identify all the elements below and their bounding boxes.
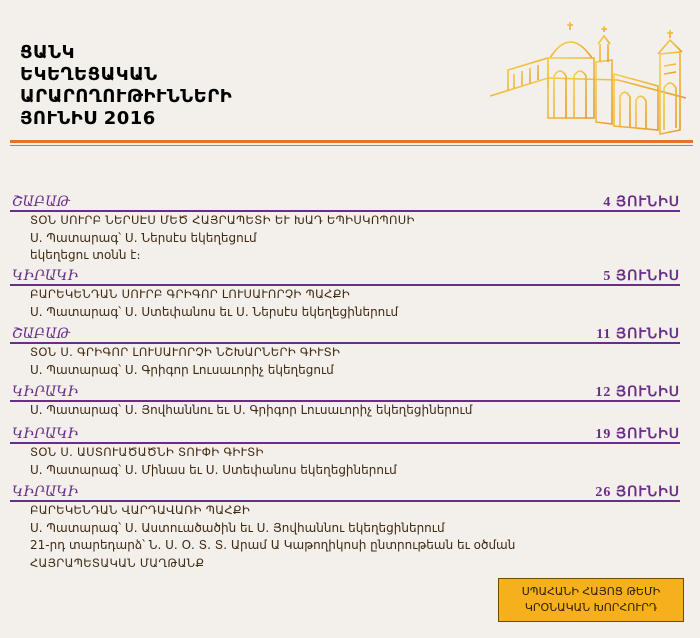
event-header — [10, 196, 680, 212]
event-line: ՀԱՅՐԱՊԵՏԱԿԱՆ ՄԱՂԹԱՆՔ — [30, 555, 205, 570]
badge-line-1: ՍՊԱՀԱՆԻ ՀԱՅՈՑ ԹԵՄԻ — [521, 585, 661, 598]
event-day: ՇԱԲԱԹ — [12, 194, 71, 210]
event-day: ՇԱԲԱԹ — [12, 326, 71, 342]
page-title — [20, 42, 232, 130]
event-line: ԲԱՐԵԿԵՆԴԱՆ ՍՈՒՐԲ ԳՐԻԳՈՐ ԼՈՒՍԱՒՈՐՉԻ ՊԱՀՔԻ — [30, 287, 350, 301]
event-date: 26 ՅՈՒՆԻՍ — [595, 485, 680, 500]
event-line: ՏՕՆ Ս. ԱՍՏՈՒԱԾԱԾՆԻ ՏՈՒՓԻ ԳԻՒՏԻ — [30, 445, 264, 459]
event-header — [10, 386, 680, 402]
title-line-3: ԱՐԱՐՈՂՈՒԹԻՒՆՆԵՐԻ — [20, 86, 233, 107]
badge-line-2: ԿՐՕՆԱԿԱՆ ԽՈՐՀՈՒՐԴ — [524, 601, 658, 614]
title-line-4: ՅՈՒՆԻՍ 2016 — [20, 108, 156, 129]
title-line-2: ԵԿԵՂԵՑԱԿԱՆ — [20, 64, 158, 85]
event-day: ԿԻՐԱԿԻ — [12, 384, 79, 400]
event-header — [10, 270, 680, 286]
event-line: Ս. Պատարագ՝ Ս. Յովհաննու եւ Ս. Գրիգոր Լուսաւորիչ եկեղեցիներում — [30, 403, 473, 417]
event-date: 12 ՅՈՒՆԻՍ — [595, 385, 680, 400]
event-header — [10, 428, 680, 444]
event-line: ՏՕՆ Ս. ԳՐԻԳՈՐ ԼՈՒՍԱՒՈՐՉԻ ՆՇԽԱՐՆԵՐԻ ԳԻՒՏԻ — [30, 345, 341, 359]
event-date: 4 ՅՈՒՆԻՍ — [603, 195, 680, 210]
issuer-badge — [498, 578, 684, 622]
event-block — [10, 328, 680, 379]
event-block — [10, 270, 680, 321]
event-line: Ս. Պատարագ՝ Ս. Մինաս եւ Ս. Ստեփանոս եկեղեցիներում — [30, 462, 397, 477]
event-date: 11 ՅՈՒՆԻՍ — [596, 327, 680, 342]
event-line: Ս. Պատարագ՝ Ս. Գրիգոր Լուսաւորիչ եկեղեցում — [30, 362, 334, 377]
event-line: ՏՕՆ ՍՈՒՐԲ ՆԵՐՍԷՍ ՄԵԾ ՀԱՅՐԱՊԵՏԻ ԵՒ ԽԱԴ ԵՊԻՍԿՈՊՈՍԻ — [30, 213, 415, 227]
event-day: ԿԻՐԱԿԻ — [12, 268, 79, 284]
event-line: Ս. Պատարագ՝ Ս. Ներսէս եկեղեցում — [30, 230, 257, 245]
event-date: 19 ՅՈՒՆԻՍ — [595, 427, 680, 442]
event-line: 21-րդ տարեդարձ՝ Ն. Ս. Օ. Տ. Տ. Արամ Ա Կաթողիկոսի ընտրութեան եւ օծման — [30, 538, 516, 552]
title-line-1: ՑԱՆԿ — [20, 42, 75, 63]
header-rule — [10, 140, 693, 143]
event-header — [10, 486, 680, 502]
event-block — [10, 196, 680, 265]
event-line: ԲԱՐԵԿԵՆԴԱՆ ՎԱՐԴԱՎԱՌԻ ՊԱՀՔԻ — [30, 503, 251, 517]
event-line: եկեղեցու տօնն է։ — [30, 248, 141, 262]
event-block — [10, 486, 680, 572]
event-line: Ս. Պատարագ՝ Ս. Ստեփանոս եւ Ս. Ներսէս եկեղեցիներում — [30, 304, 399, 319]
event-block — [10, 428, 680, 479]
event-block — [10, 386, 680, 420]
church-illustration — [488, 18, 688, 138]
event-date: 5 ՅՈՒՆԻՍ — [603, 269, 680, 284]
event-day: ԿԻՐԱԿԻ — [12, 484, 79, 500]
event-day: ԿԻՐԱԿԻ — [12, 426, 79, 442]
header-rule-thin — [10, 145, 693, 146]
event-line: Ս. Պատարագ՝ Ս. Աստուածածին եւ Ս. Յովհաննու եկեղեցիներում — [30, 520, 445, 535]
event-header — [10, 328, 680, 344]
